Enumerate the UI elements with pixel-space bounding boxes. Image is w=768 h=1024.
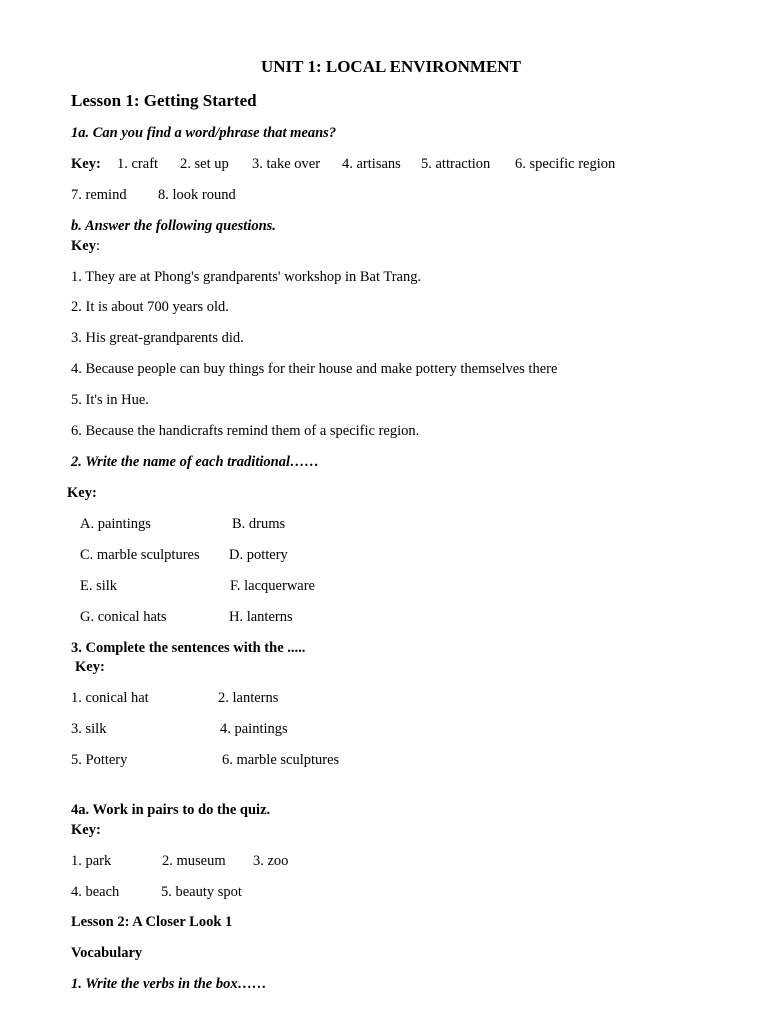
key-label: Key: <box>67 485 97 501</box>
key-item: G. conical hats <box>80 609 167 625</box>
key-item: 2. set up <box>180 156 229 172</box>
key-item: 3. take over <box>252 156 321 172</box>
page-title: UNIT 1: LOCAL ENVIRONMENT <box>261 57 521 76</box>
answer-line: 2. It is about 700 years old. <box>71 299 229 315</box>
key-item: 3. silk <box>71 721 107 737</box>
key-item: 1. park <box>71 853 112 869</box>
lesson-2-heading: Lesson 2: A Closer Look 1 <box>71 914 233 930</box>
answer-line: 3. His great-grandparents did. <box>71 330 244 346</box>
key-item: 5. Pottery <box>71 752 128 768</box>
key-item: 1. conical hat <box>71 690 149 706</box>
key-item: 4. artisans <box>342 156 401 172</box>
key-item: 1. craft <box>117 156 159 172</box>
key-item: 4. paintings <box>220 721 288 737</box>
exercise-3-heading: 3. Complete the sentences with the ..... <box>71 640 306 656</box>
key-item: F. lacquerware <box>230 578 315 594</box>
exercise-1b-heading: b. Answer the following questions. <box>71 218 276 234</box>
key-label: Key: <box>71 822 101 838</box>
vocab-exercise-1-heading: 1. Write the verbs in the box…… <box>71 976 267 992</box>
key-label-colon: : <box>95 238 100 254</box>
answer-line: 4. Because people can buy things for their house and make pottery themselves there <box>71 361 558 377</box>
key-item: H. lanterns <box>229 609 293 625</box>
answer-line: 5. It's in Hue. <box>71 392 149 408</box>
key-item: 4. beach <box>71 884 120 900</box>
key-item: 8. look round <box>158 187 236 203</box>
key-item: 7. remind <box>71 187 127 203</box>
key-label: Key: <box>71 156 101 172</box>
key-label-text: Key <box>71 238 96 254</box>
key-item: E. silk <box>80 578 118 594</box>
key-item: 2. lanterns <box>218 690 279 706</box>
key-label <box>71 238 100 255</box>
exercise-1a-heading: 1a. Can you find a word/phrase that means? <box>71 125 337 141</box>
key-item: 6. specific region <box>515 156 616 172</box>
answer-line: 6. Because the handicrafts remind them of a specific region. <box>71 423 420 439</box>
vocabulary-heading: Vocabulary <box>71 945 143 961</box>
key-item: A. paintings <box>80 516 151 532</box>
key-item: 5. attraction <box>421 156 491 172</box>
key-item: D. pottery <box>229 547 288 563</box>
key-item: 5. beauty spot <box>161 884 242 900</box>
lesson-1-heading: Lesson 1: Getting Started <box>71 91 257 110</box>
answer-line: 1. They are at Phong's grandparents' workshop in Bat Trang. <box>71 269 422 285</box>
key-item: 2. museum <box>162 853 226 869</box>
exercise-4a-heading: 4a. Work in pairs to do the quiz. <box>71 802 271 818</box>
key-item: 3. zoo <box>253 853 289 869</box>
key-label: Key: <box>75 659 105 675</box>
key-item: B. drums <box>232 516 286 532</box>
key-item: C. marble sculptures <box>80 547 200 563</box>
exercise-2-heading: 2. Write the name of each traditional…… <box>71 454 319 470</box>
key-item: 6. marble sculptures <box>222 752 340 768</box>
